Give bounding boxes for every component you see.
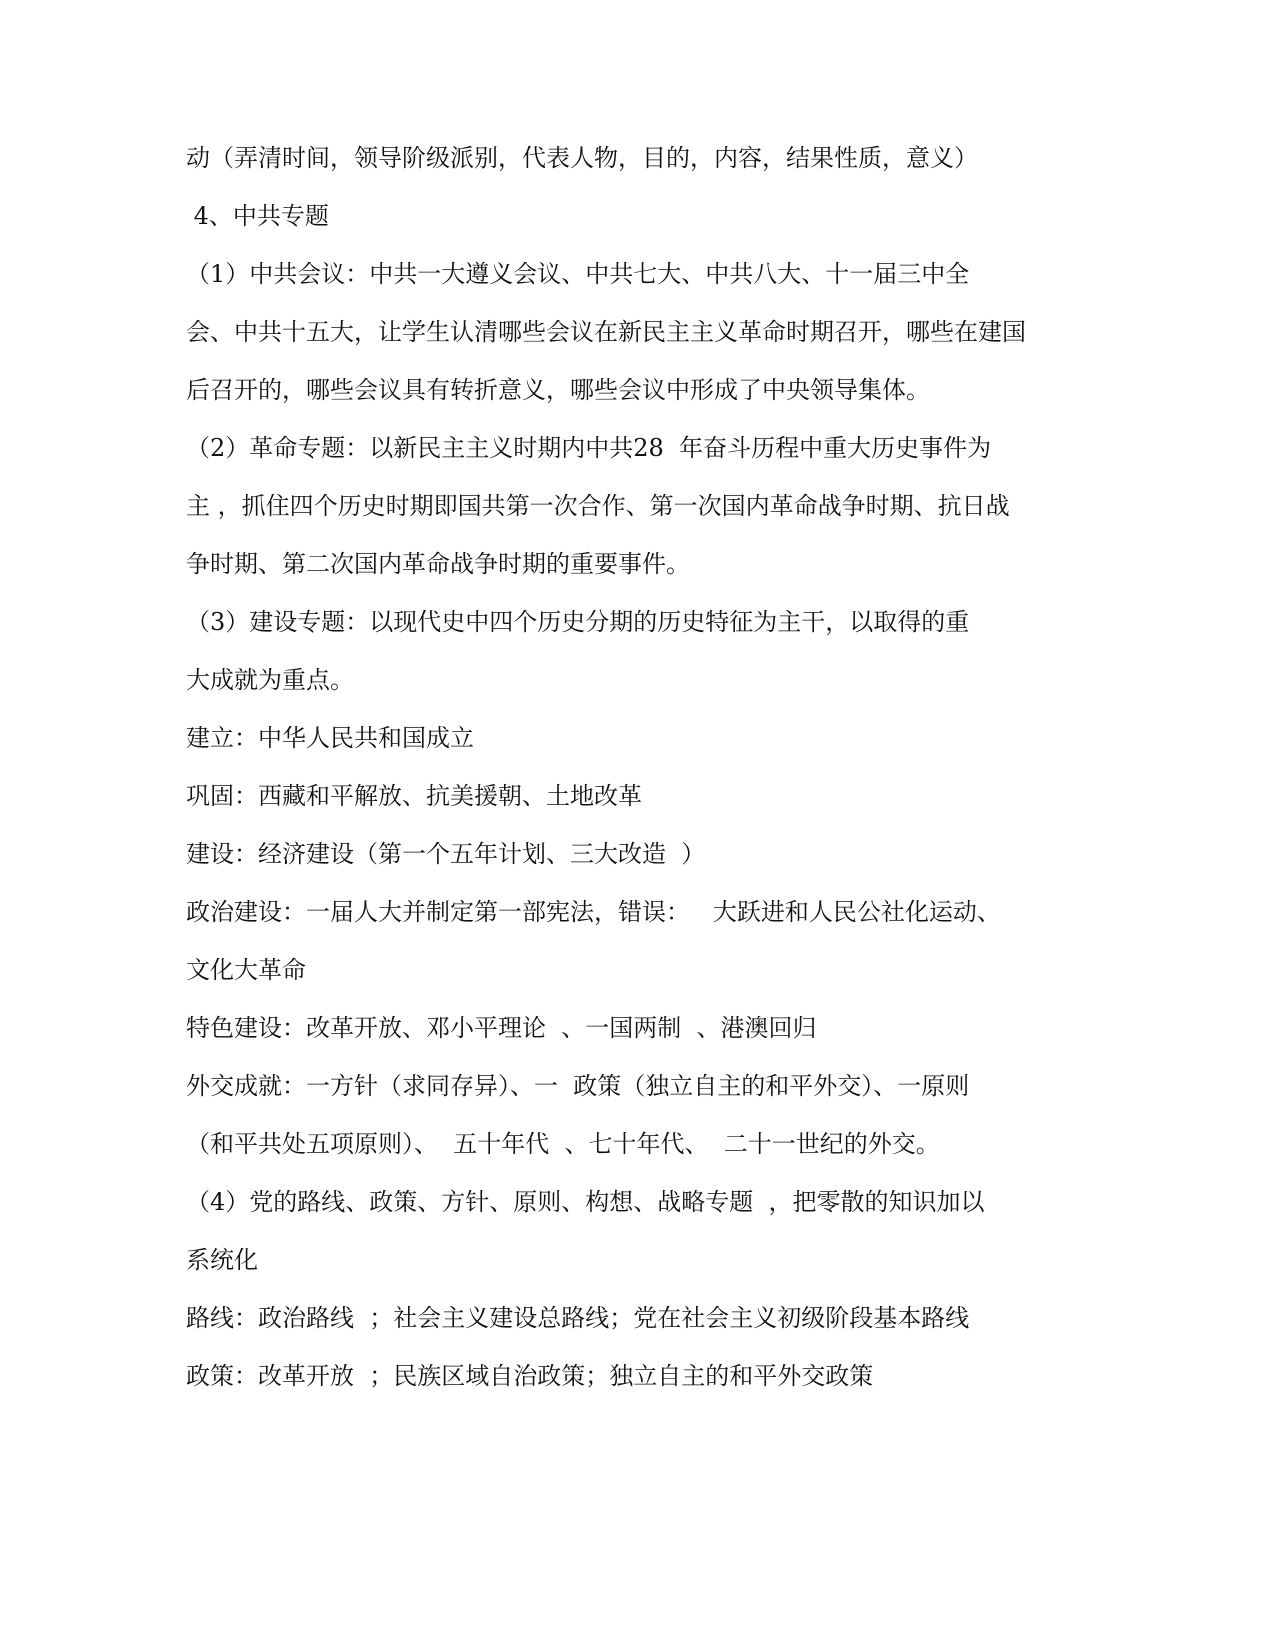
text-line: （和平共处五项原则）、 五十年代 、七十年代、 二十一世纪的外交。: [186, 1130, 940, 1158]
text-line: 建设：经济建设（第一个五年计划、三大改造 ）: [186, 840, 706, 868]
text-line: 特色建设：改革开放、邓小平理论 、一国两制 、港澳回归: [186, 1014, 817, 1042]
text-line: 外交成就：一方针（求同存异）、一 政策（独立自主的和平外交）、一原则: [186, 1072, 970, 1100]
text-line: 路线：政治路线 ；社会主义建设总路线；党在社会主义初级阶段基本路线: [186, 1304, 970, 1332]
section-heading: 4、中共专题: [186, 202, 329, 230]
text-line: （4）党的路线、政策、方针、原则、构想、战略专题 ，把零散的知识加以: [186, 1188, 985, 1216]
text-line: 大成就为重点。: [186, 666, 354, 694]
text-line: 巩固：西藏和平解放、抗美援朝、土地改革: [186, 782, 642, 810]
text-line: 政治建设：一届人大并制定第一部宪法，错误： 大跃进和人民公社化运动、: [186, 898, 1001, 926]
text-line: （2）革命专题：以新民主主义时期内中共28 年奋斗历程中重大历史事件为: [186, 434, 992, 462]
text-line: （1）中共会议：中共一大遵义会议、中共七大、中共八大、十一届三中全: [186, 260, 970, 288]
text-line: 动（弄清时间，领导阶级派别，代表人物，目的，内容，结果性质，意义）: [186, 144, 978, 172]
text-line: 建立：中华人民共和国成立: [186, 724, 474, 752]
text-line: 主 ，抓住四个历史时期即国共第一次合作、第一次国内革命战争时期、抗日战: [186, 492, 1010, 520]
text-line: 争时期、第二次国内革命战争时期的重要事件。: [186, 550, 690, 578]
text-line: 后召开的，哪些会议具有转折意义，哪些会议中形成了中央领导集体。: [186, 376, 930, 404]
text-line: 系统化: [186, 1246, 258, 1274]
text-line: 文化大革命: [186, 956, 306, 984]
text-line: 政策：改革开放 ；民族区域自治政策；独立自主的和平外交政策: [186, 1362, 874, 1390]
text-line: 会、中共十五大，让学生认清哪些会议在新民主主义革命时期召开，哪些在建国: [186, 318, 1026, 346]
text-line: （3）建设专题：以现代史中四个历史分期的历史特征为主干，以取得的重: [186, 608, 970, 636]
